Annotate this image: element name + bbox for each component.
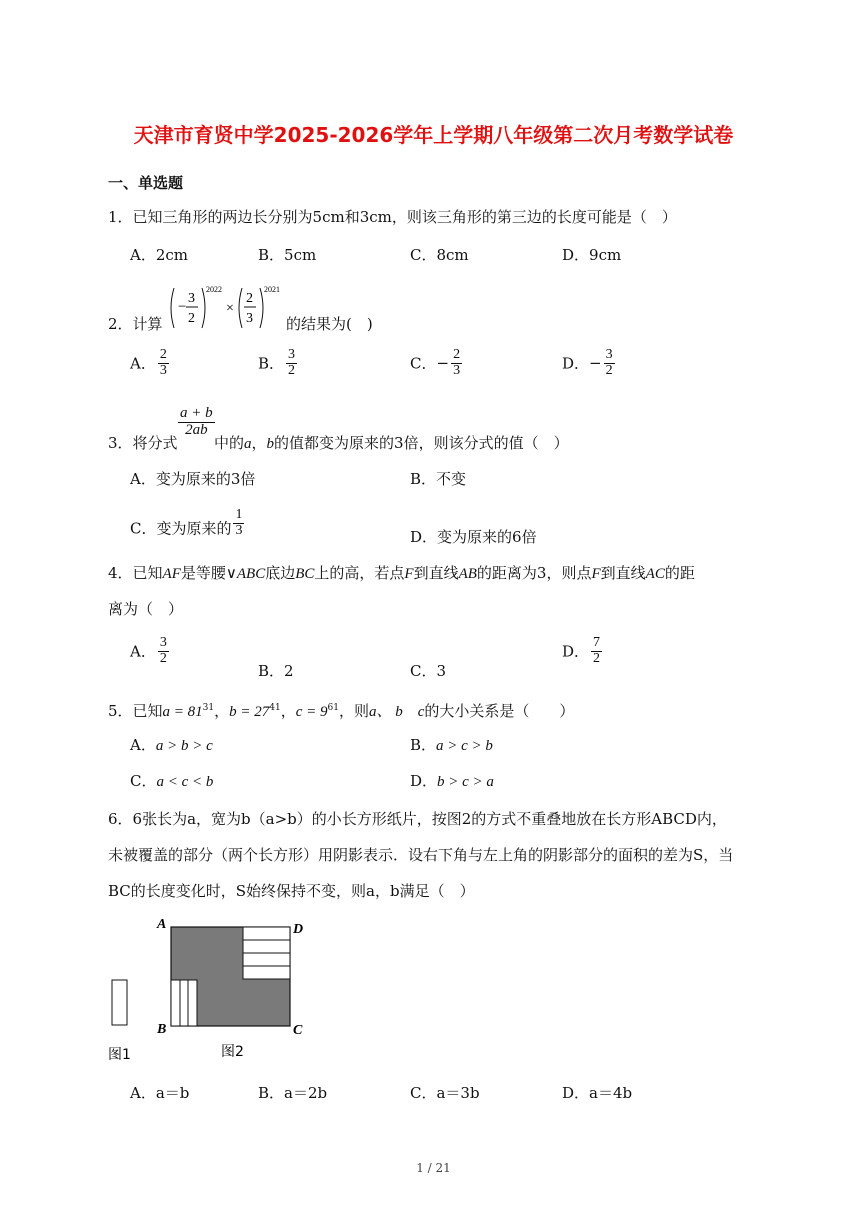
q1-option-b[interactable]: B．5cm: [258, 246, 317, 264]
fig2-label-b: B: [157, 1022, 167, 1037]
page-number: 1 / 21: [416, 1161, 451, 1175]
q2-option-b[interactable]: B． $\frac{3}{2}$: [258, 347, 296, 378]
q2-frac1-den: 2: [188, 311, 195, 326]
question-2-stem-end: 的结果为( ): [286, 315, 373, 333]
question-4-stem-line2: 离为（ ）: [108, 600, 184, 618]
q1-option-a[interactable]: A．2cm: [130, 246, 189, 264]
q6-figure: [100, 912, 330, 1072]
q3-fraction: $\frac{a + b}{2ab}$: [180, 405, 213, 438]
q6-option-a[interactable]: A．a＝b: [130, 1084, 190, 1102]
q4-option-a[interactable]: A． $\frac{3}{2}$: [130, 635, 167, 666]
svg-text:−: −: [178, 299, 187, 315]
value: 5cm: [312, 208, 345, 226]
fig2-label-d: D: [293, 922, 304, 937]
value: 3cm: [359, 208, 392, 226]
section-heading: 一、单选题: [108, 174, 184, 192]
q3-option-c[interactable]: C．变为原来的 $\frac{1}{3}$: [130, 507, 243, 538]
fig2-label-c: C: [293, 1023, 303, 1038]
q5-option-d[interactable]: D．b > c > a: [410, 772, 494, 790]
question-6-line3: BC的长度变化时，S始终保持不变，则a，b满足（ ）: [108, 882, 475, 900]
q2-option-c[interactable]: C．− $\frac{2}{3}$: [410, 347, 461, 378]
q2-option-a[interactable]: A． $\frac{2}{3}$: [130, 347, 167, 378]
question-3-stem-end: 中的a，b的值都变为原来的3倍，则该分式的值（ ）: [214, 434, 569, 452]
q3-option-a[interactable]: A．变为原来的3倍: [130, 470, 256, 488]
q1-option-d[interactable]: D．9cm: [562, 246, 622, 264]
q2-frac1-num: 3: [188, 291, 195, 306]
question-5-stem: 5．已知$a = 81^{31}$，$b = 27^{41}$，$c = 9^{61}$，则a、 b c的大小关系是（ ）: [108, 702, 575, 720]
q5-option-b[interactable]: B．a > c > b: [410, 736, 493, 754]
exam-title: 天津市育贤中学2025-2026学年上学期八年级第二次月考数学试卷: [133, 123, 734, 147]
question-4-stem: 4．已知AF是等腰∨ABC底边BC上的高，若点F到直线AB的距离为3，则点F到直线AC的距: [108, 564, 695, 582]
svg-text:×: ×: [226, 301, 234, 316]
question-2-stem-start: 2．计算: [108, 315, 163, 333]
question-3-stem-start: 3．将分式: [108, 434, 178, 452]
q2-option-d[interactable]: D．− $\frac{3}{2}$: [562, 347, 613, 378]
q5-option-c[interactable]: C．a < c < b: [130, 772, 214, 790]
fig2-label-a: A: [157, 917, 167, 932]
fig2-caption: 图2: [221, 1044, 244, 1060]
q3-option-b[interactable]: B．不变: [410, 470, 467, 488]
q2-frac2-num: 2: [246, 291, 253, 306]
q2-exp2: 2021: [264, 285, 280, 294]
q6-option-c[interactable]: C．a＝3b: [410, 1084, 480, 1102]
question-6-line1: 6．6张长为a，宽为b（a>b）的小长方形纸片，按图2的方式不重叠地放在长方形ABCD内，: [108, 810, 727, 828]
q2-expression: [166, 282, 286, 334]
q6-option-b[interactable]: B．a＝2b: [258, 1084, 328, 1102]
fig1-caption: 图1: [108, 1047, 131, 1063]
q6-option-d[interactable]: D．a＝4b: [562, 1084, 633, 1102]
question-6-line2: 未被覆盖的部分（两个长方形）用阴影表示．设右下角与左上角的阴影部分的面积的差为S，当: [108, 846, 734, 864]
q4-option-c[interactable]: C．3: [410, 662, 447, 680]
q1-option-c[interactable]: C．8cm: [410, 246, 469, 264]
q4-option-b[interactable]: B．2: [258, 662, 294, 680]
q3-option-d[interactable]: D．变为原来的6倍: [410, 528, 537, 546]
q5-option-a[interactable]: A．a > b > c: [130, 736, 213, 754]
fig1-strip: [112, 980, 127, 1025]
fig2-bottom-left-strips: [171, 980, 197, 1026]
q2-exp1: 2022: [206, 285, 222, 294]
question-1-stem: 1．已知三角形的两边长分别为5cm和3cm，则该三角形的第三边的长度可能是（ ）: [108, 208, 677, 226]
q2-frac2-den: 3: [246, 311, 253, 326]
q4-option-d[interactable]: D． $\frac{7}{2}$: [562, 635, 601, 666]
